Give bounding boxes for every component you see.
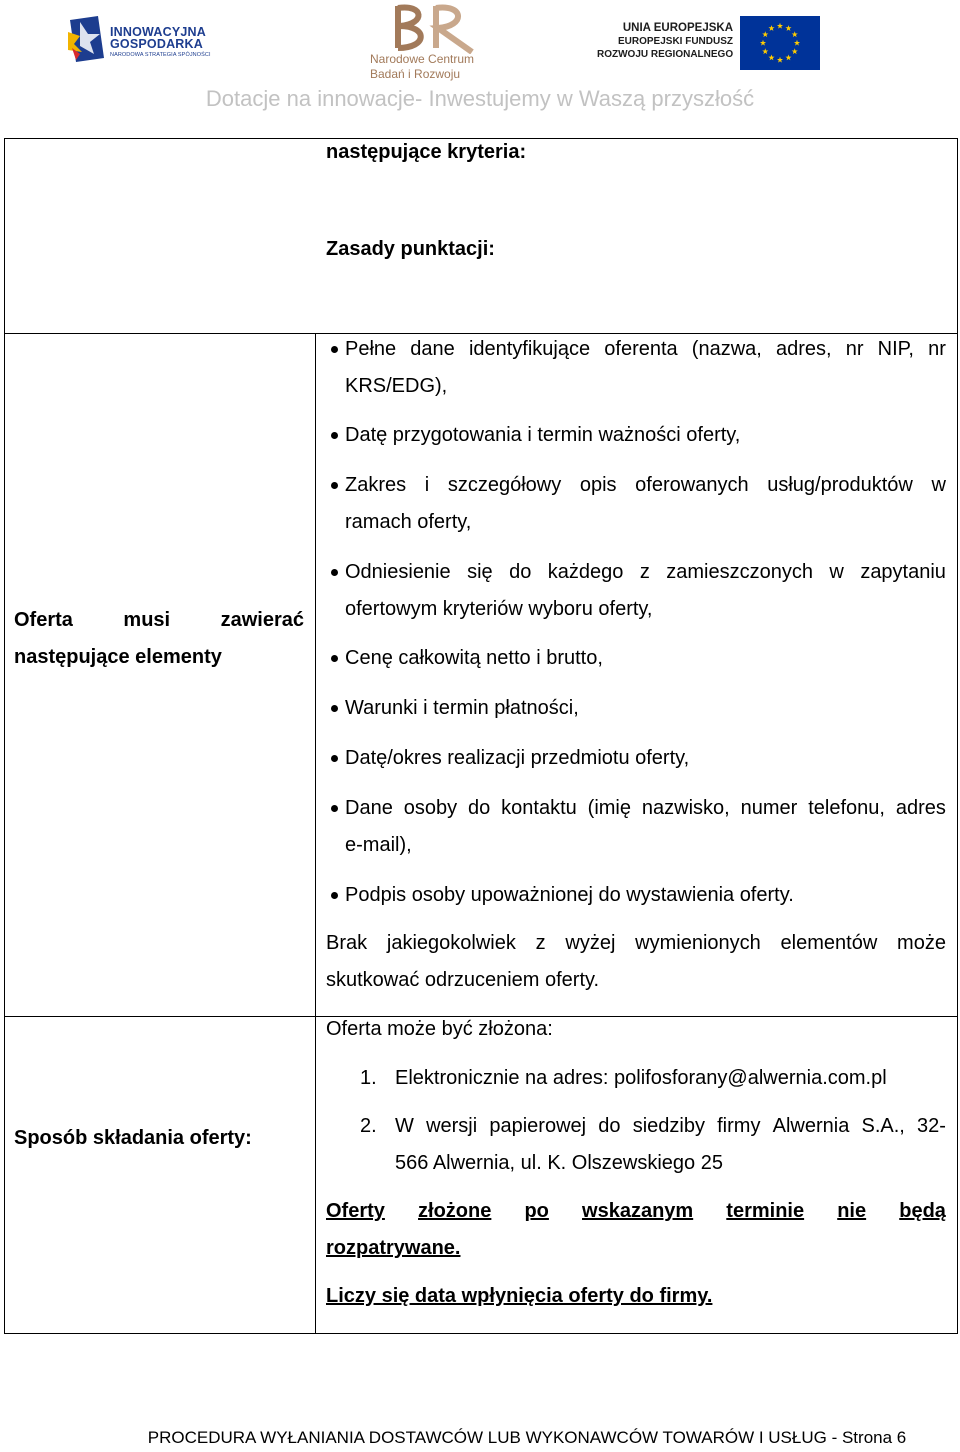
ncbr-logo-line1: Narodowe Centrum — [370, 52, 475, 66]
bullet-icon — [331, 482, 338, 489]
option-paper — [395, 1108, 946, 1145]
word: opis — [579, 474, 617, 496]
word: NIP, — [877, 338, 914, 360]
bullet-icon — [331, 755, 338, 762]
word: nazwisko, — [641, 797, 730, 819]
table-column-divider — [315, 334, 316, 1334]
ue-logo-line2: EUROPEJSKI FUNDUSZ — [617, 36, 733, 47]
word: z — [639, 561, 650, 583]
option-number: 1. — [360, 1067, 377, 1089]
word: Alwernia — [772, 1115, 850, 1137]
list-item-line — [345, 554, 946, 591]
word: Dane — [345, 797, 393, 819]
page-footer — [0, 1428, 960, 1448]
submission-intro: Oferta może być złożona: — [326, 1018, 553, 1040]
word: oferowanych — [635, 474, 749, 496]
ncbr-logo — [362, 2, 522, 84]
list-item-line: Cenę całkowitą netto i brutto, — [345, 647, 603, 669]
word: nie — [837, 1200, 867, 1222]
unia-europejska-logo — [597, 16, 825, 70]
ig-logo-sub: NARODOWA STRATEGIA SPÓJNOŚCI — [110, 52, 211, 58]
footer-separator: - — [826, 1428, 842, 1447]
word: (imię — [587, 797, 632, 819]
word: się — [467, 561, 493, 583]
word: terminie — [726, 1200, 805, 1222]
footer-page-number: Strona 6 — [841, 1428, 907, 1447]
word: identyfikujące — [468, 338, 591, 360]
bullet-icon — [331, 655, 338, 662]
bullet-icon — [331, 805, 338, 812]
word: po — [524, 1200, 549, 1222]
ue-logo-line3: ROZWOJU REGIONALNEGO — [597, 49, 734, 60]
bullet-icon — [331, 569, 338, 576]
option-number: 2. — [360, 1115, 377, 1137]
word: Pełne — [345, 338, 397, 360]
word: wskazanym — [582, 1200, 694, 1222]
label-word: musi — [123, 609, 171, 631]
word: oferenta — [604, 338, 678, 360]
bullet-icon — [331, 705, 338, 712]
word: zamieszczonych — [666, 561, 813, 583]
word: Brak — [326, 932, 368, 954]
late-offers-warning-line2: rozpatrywane. — [326, 1237, 461, 1259]
list-item-line — [345, 790, 946, 827]
word: szczegółowy — [447, 474, 562, 496]
ue-logo-line1: UNIA EUROPEJSKA — [622, 22, 733, 34]
word: do — [468, 797, 491, 819]
word: wyżej — [565, 932, 616, 954]
word: w — [829, 561, 844, 583]
word: papierowej — [489, 1115, 587, 1137]
offer-elements-label-line1 — [14, 602, 304, 639]
label-word: Oferta — [14, 609, 73, 631]
eu-flag-icon — [740, 16, 820, 70]
bullet-icon — [331, 432, 338, 439]
word: będą — [899, 1200, 946, 1222]
ncbr-logo-line2: Badań i Rozwoju — [370, 67, 461, 81]
list-item-line: Warunki i termin płatności, — [345, 697, 579, 719]
footer-title: PROCEDURA WYŁANIANIA DOSTAWCÓW LUB WYKONAWCÓW TOWARÓW I USŁUG — [147, 1428, 827, 1447]
ncbr-monogram-icon — [362, 2, 522, 54]
missing-elements-note — [326, 925, 946, 962]
late-offers-warning — [326, 1193, 946, 1230]
innowacyjna-gospodarka-logo — [66, 14, 236, 66]
list-item-line: Podpis osoby upoważnionej do wystawienia oferty. — [345, 884, 794, 906]
list-item-line: Datę/okres realizacji przedmiotu oferty, — [345, 747, 690, 769]
missing-elements-note-line2: skutkować odrzuceniem oferty. — [326, 969, 600, 991]
word: telefonu, — [808, 797, 885, 819]
word: (nazwa, — [691, 338, 762, 360]
word: jakiegokolwiek — [386, 932, 516, 954]
list-item-line: ramach oferty, — [345, 511, 472, 533]
word: osoby — [403, 797, 458, 819]
word: S.A., — [861, 1115, 905, 1137]
word: Oferty — [326, 1200, 385, 1222]
word: numer — [740, 797, 798, 819]
word: dane — [410, 338, 455, 360]
word: wymienionych — [635, 932, 761, 954]
word: złożone — [418, 1200, 492, 1222]
list-item-line: Datę przygotowania i termin ważności oferty, — [345, 424, 741, 446]
ig-logo-line1: INNOWACYJNA — [110, 25, 206, 39]
word: do — [598, 1115, 621, 1137]
word: każdego — [547, 561, 624, 583]
word: adres — [895, 797, 946, 819]
word: siedziby — [632, 1115, 705, 1137]
word: może — [897, 932, 946, 954]
criteria-heading: następujące kryteria: — [326, 141, 527, 163]
option-paper-line2: 566 Alwernia, ul. K. Olszewskiego 25 — [395, 1152, 723, 1174]
option-electronic: Elektronicznie na adres: polifosforany@alwernia.com.pl — [395, 1067, 887, 1089]
word: zapytaniu — [860, 561, 946, 583]
word: nr — [928, 338, 946, 360]
word: firmy — [717, 1115, 761, 1137]
list-item-line — [345, 331, 946, 368]
scoring-rules-heading: Zasady punktacji: — [326, 238, 495, 260]
word: Odniesienie — [345, 561, 451, 583]
word: i — [424, 474, 430, 496]
list-item-line — [345, 467, 946, 504]
word: wersji — [426, 1115, 478, 1137]
word: do — [509, 561, 532, 583]
word: adres, — [775, 338, 832, 360]
word: usług/produktów — [767, 474, 913, 496]
list-item-line: ofertowym kryteriów wyboru oferty, — [345, 598, 653, 620]
word: 32- — [917, 1115, 946, 1137]
label-word: zawierać — [220, 609, 304, 631]
ig-logo-line2: GOSPODARKA — [110, 37, 203, 51]
ig-emblem-icon — [66, 14, 106, 64]
word: w — [931, 474, 946, 496]
word: Zakres — [345, 474, 407, 496]
offer-elements-label-line2: następujące elementy — [14, 646, 222, 668]
word: nr — [845, 338, 864, 360]
bullet-icon — [331, 892, 338, 899]
header-tagline: Dotacje na innowacje- Inwestujemy w Waszą przyszłość — [205, 86, 755, 111]
list-item-line: e-mail), — [345, 834, 412, 856]
word: W — [395, 1115, 414, 1137]
submission-method-label: Sposób składania oferty: — [14, 1127, 252, 1149]
list-item-line: KRS/EDG), — [345, 375, 448, 397]
bullet-icon — [331, 346, 338, 353]
receipt-date-note: Liczy się data wpłynięcia oferty do firmy. — [326, 1285, 713, 1307]
word: z — [535, 932, 546, 954]
word: elementów — [780, 932, 878, 954]
word: kontaktu — [501, 797, 577, 819]
